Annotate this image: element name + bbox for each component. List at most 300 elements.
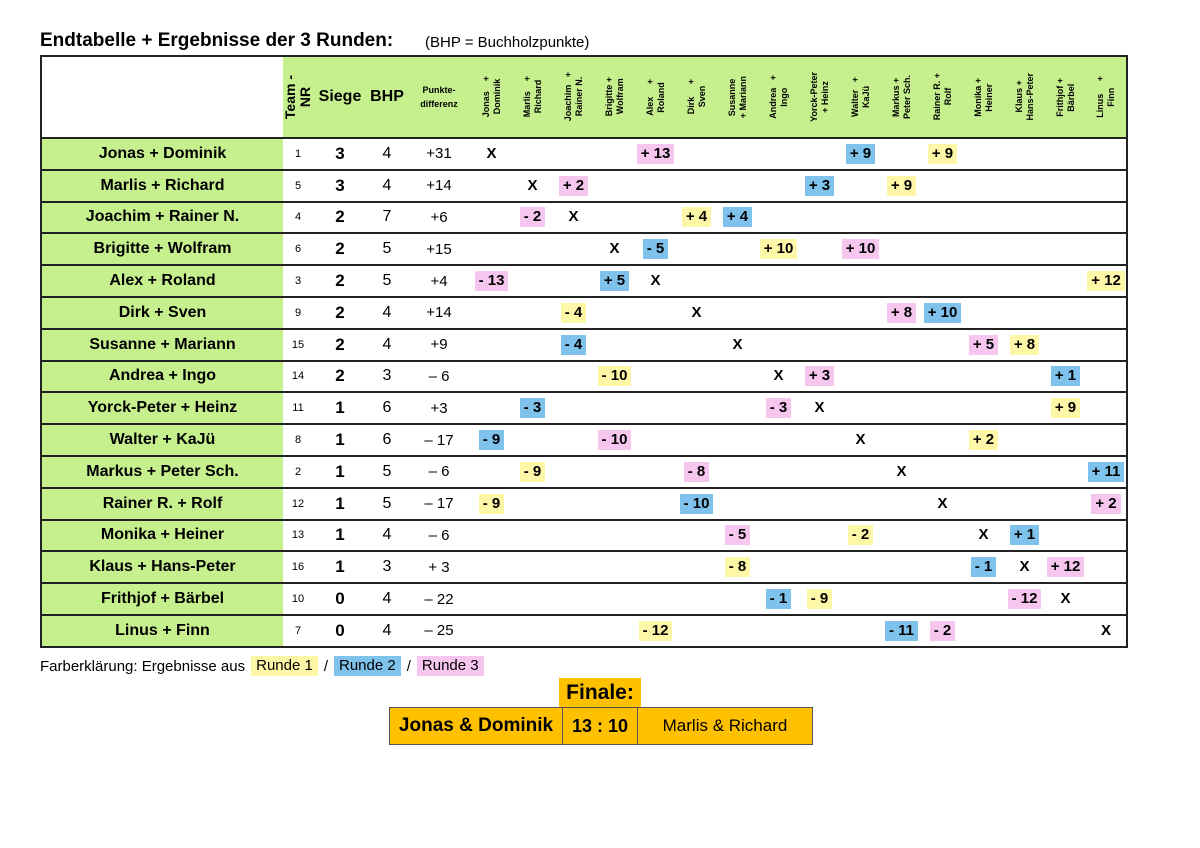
- result-chip: - 5: [643, 239, 669, 259]
- result-cell: [963, 170, 1004, 202]
- result-chip: + 1: [1010, 525, 1039, 545]
- result-cell: [717, 424, 758, 456]
- header-blank: [41, 56, 283, 138]
- result-cell: [553, 297, 594, 329]
- result-cell: [963, 583, 1004, 615]
- header-punktedifferenz: Punkte- differenz: [407, 56, 471, 138]
- result-cell: [553, 488, 594, 520]
- team-name: Marlis + Richard: [41, 170, 283, 202]
- result-cell: [881, 138, 922, 170]
- result-chip: - 3: [766, 398, 792, 418]
- result-cell: [717, 297, 758, 329]
- result-cell: [881, 424, 922, 456]
- result-cell: [840, 202, 881, 234]
- result-cell: [963, 551, 1004, 583]
- result-cell: [717, 456, 758, 488]
- result-chip: + 9: [846, 144, 875, 164]
- result-cell: [512, 329, 553, 361]
- result-cell: [840, 170, 881, 202]
- siege-value: 3: [313, 138, 367, 170]
- result-chip: + 12: [1087, 271, 1125, 291]
- team-nr: 10: [283, 583, 313, 615]
- result-cell: [594, 265, 635, 297]
- result-cell: [512, 202, 553, 234]
- bhp-value: 4: [367, 297, 407, 329]
- self-marker: X: [896, 462, 907, 480]
- self-marker: X: [527, 176, 538, 194]
- page-subtitle: (BHP = Buchholzpunkte): [425, 34, 590, 51]
- result-cell: [471, 297, 512, 329]
- result-cell: [594, 488, 635, 520]
- punktedifferenz-value: +3: [407, 392, 471, 424]
- team-nr: 9: [283, 297, 313, 329]
- result-chip: - 12: [639, 621, 673, 641]
- result-cell: [471, 488, 512, 520]
- result-cell: [471, 615, 512, 647]
- result-cell: [963, 233, 1004, 265]
- bhp-value: 6: [367, 392, 407, 424]
- bhp-value: 4: [367, 329, 407, 361]
- team-nr: 12: [283, 488, 313, 520]
- siege-value: 2: [313, 265, 367, 297]
- result-chip: - 13: [475, 271, 509, 291]
- result-cell: [717, 265, 758, 297]
- result-cell: [676, 615, 717, 647]
- header-opponent-column: Yorck-Peter + Heinz: [799, 56, 840, 138]
- result-cell: [676, 297, 717, 329]
- result-cell: [758, 361, 799, 393]
- result-cell: [881, 233, 922, 265]
- punktedifferenz-value: +14: [407, 297, 471, 329]
- team-name: Brigitte + Wolfram: [41, 233, 283, 265]
- bhp-value: 7: [367, 202, 407, 234]
- result-chip: + 9: [928, 144, 957, 164]
- siege-value: 1: [313, 456, 367, 488]
- result-cell: [594, 170, 635, 202]
- table-row: [41, 329, 1127, 361]
- punktedifferenz-value: +15: [407, 233, 471, 265]
- color-legend: [40, 656, 484, 676]
- result-cell: [799, 424, 840, 456]
- result-cell: [799, 329, 840, 361]
- result-cell: [676, 138, 717, 170]
- result-cell: [1045, 265, 1086, 297]
- result-cell: [594, 520, 635, 552]
- table-row: [41, 551, 1127, 583]
- result-cell: [963, 615, 1004, 647]
- team-name: Rainer R. + Rolf: [41, 488, 283, 520]
- result-cell: [1086, 583, 1127, 615]
- result-chip: - 2: [930, 621, 956, 641]
- result-cell: [758, 551, 799, 583]
- team-name: Alex + Roland: [41, 265, 283, 297]
- team-nr: 4: [283, 202, 313, 234]
- punktedifferenz-value: – 25: [407, 615, 471, 647]
- result-cell: [799, 361, 840, 393]
- bhp-value: 4: [367, 615, 407, 647]
- result-cell: [512, 583, 553, 615]
- header-opponent-column: Joachim + Rainer N.: [553, 56, 594, 138]
- siege-value: 0: [313, 583, 367, 615]
- finale-team-1: Jonas & Dominik: [390, 708, 563, 745]
- self-marker: X: [732, 335, 743, 353]
- result-cell: [635, 170, 676, 202]
- result-cell: [471, 170, 512, 202]
- result-cell: [758, 265, 799, 297]
- result-cell: [922, 361, 963, 393]
- punktedifferenz-value: +14: [407, 170, 471, 202]
- table-row: [41, 615, 1127, 647]
- result-cell: [512, 488, 553, 520]
- result-chip: + 12: [1047, 557, 1085, 577]
- result-chip: + 2: [559, 176, 588, 196]
- siege-value: 3: [313, 170, 367, 202]
- result-cell: [1086, 361, 1127, 393]
- result-chip: - 2: [848, 525, 874, 545]
- result-chip: + 2: [1091, 494, 1120, 514]
- punktedifferenz-value: +4: [407, 265, 471, 297]
- self-marker: X: [568, 208, 579, 226]
- table-row: [41, 392, 1127, 424]
- result-cell: [594, 202, 635, 234]
- result-chip: - 10: [680, 494, 714, 514]
- result-cell: [1086, 233, 1127, 265]
- results-table: [40, 55, 1128, 648]
- result-cell: [1045, 392, 1086, 424]
- result-cell: [512, 456, 553, 488]
- result-cell: [471, 583, 512, 615]
- bhp-value: 6: [367, 424, 407, 456]
- result-cell: [881, 297, 922, 329]
- result-cell: [758, 424, 799, 456]
- result-cell: [553, 202, 594, 234]
- punktedifferenz-value: – 6: [407, 361, 471, 393]
- result-cell: [758, 615, 799, 647]
- result-cell: [922, 170, 963, 202]
- result-chip: + 10: [842, 239, 880, 259]
- team-name: Jonas + Dominik: [41, 138, 283, 170]
- result-cell: [881, 329, 922, 361]
- result-cell: [676, 456, 717, 488]
- result-cell: [635, 361, 676, 393]
- result-cell: [717, 138, 758, 170]
- result-cell: [594, 551, 635, 583]
- result-cell: [758, 202, 799, 234]
- result-cell: [1086, 456, 1127, 488]
- result-chip: - 8: [725, 557, 751, 577]
- result-cell: [717, 233, 758, 265]
- result-chip: - 3: [520, 398, 546, 418]
- result-cell: [512, 424, 553, 456]
- result-cell: [1086, 424, 1127, 456]
- team-name: Joachim + Rainer N.: [41, 202, 283, 234]
- self-marker: X: [773, 367, 784, 385]
- result-cell: [758, 170, 799, 202]
- result-cell: [1045, 583, 1086, 615]
- result-cell: [512, 265, 553, 297]
- result-cell: [676, 488, 717, 520]
- result-chip: + 3: [805, 366, 834, 386]
- header-opponent-column: Walter + KaJü: [840, 56, 881, 138]
- result-cell: [799, 170, 840, 202]
- punktedifferenz-value: – 6: [407, 456, 471, 488]
- result-cell: [1086, 615, 1127, 647]
- result-cell: [676, 265, 717, 297]
- result-chip: + 3: [805, 176, 834, 196]
- team-nr: 7: [283, 615, 313, 647]
- result-cell: [1045, 361, 1086, 393]
- result-cell: [635, 265, 676, 297]
- result-chip: + 8: [887, 303, 916, 323]
- result-cell: [840, 551, 881, 583]
- result-cell: [512, 170, 553, 202]
- result-cell: [594, 424, 635, 456]
- result-cell: [922, 424, 963, 456]
- legend-separator: /: [406, 657, 411, 675]
- result-cell: [758, 329, 799, 361]
- team-nr: 3: [283, 265, 313, 297]
- result-cell: [1004, 583, 1045, 615]
- result-cell: [635, 329, 676, 361]
- result-cell: [840, 138, 881, 170]
- result-cell: [1086, 551, 1127, 583]
- result-cell: [553, 138, 594, 170]
- result-cell: [881, 551, 922, 583]
- result-cell: [512, 138, 553, 170]
- result-cell: [635, 233, 676, 265]
- siege-value: 0: [313, 615, 367, 647]
- result-chip: - 9: [479, 494, 505, 514]
- result-cell: [922, 329, 963, 361]
- result-cell: [922, 265, 963, 297]
- result-cell: [1004, 615, 1045, 647]
- team-nr: 1: [283, 138, 313, 170]
- result-cell: [963, 424, 1004, 456]
- result-cell: [840, 361, 881, 393]
- result-cell: [1004, 265, 1045, 297]
- result-cell: [717, 202, 758, 234]
- team-name: Dirk + Sven: [41, 297, 283, 329]
- header-opponent-column: Susanne + Mariann: [717, 56, 758, 138]
- result-chip: + 1: [1051, 366, 1080, 386]
- result-cell: [471, 329, 512, 361]
- result-cell: [799, 551, 840, 583]
- result-cell: [840, 329, 881, 361]
- result-chip: + 4: [723, 207, 752, 227]
- team-nr: 11: [283, 392, 313, 424]
- result-cell: [471, 265, 512, 297]
- result-cell: [471, 520, 512, 552]
- table-row: [41, 297, 1127, 329]
- result-cell: [758, 583, 799, 615]
- punktedifferenz-value: – 6: [407, 520, 471, 552]
- finale-team-2: Marlis & Richard: [638, 708, 813, 745]
- result-cell: [881, 265, 922, 297]
- self-marker: X: [691, 303, 702, 321]
- result-cell: [717, 615, 758, 647]
- legend-prefix: Farberklärung: Ergebnisse aus: [40, 657, 246, 675]
- result-cell: [676, 392, 717, 424]
- result-chip: + 11: [1088, 462, 1125, 482]
- self-marker: X: [486, 144, 497, 162]
- page-title: Endtabelle + Ergebnisse der 3 Runden:: [40, 30, 394, 51]
- header-opponent-column: Rainer R. + Rolf: [922, 56, 963, 138]
- header-opponent-column: Jonas + Dominik: [471, 56, 512, 138]
- self-marker: X: [978, 526, 989, 544]
- table-row: [41, 456, 1127, 488]
- result-cell: [1004, 520, 1045, 552]
- header-opponent-column: Monika + Heiner: [963, 56, 1004, 138]
- bhp-value: 5: [367, 265, 407, 297]
- result-cell: [922, 488, 963, 520]
- self-marker: X: [855, 431, 866, 449]
- header-siege: Siege: [313, 56, 367, 138]
- bhp-value: 4: [367, 138, 407, 170]
- result-cell: [1004, 424, 1045, 456]
- result-chip: + 2: [969, 430, 998, 450]
- result-cell: [471, 202, 512, 234]
- header-opponent-column: Linus + Finn: [1086, 56, 1127, 138]
- result-cell: [717, 329, 758, 361]
- result-cell: [717, 520, 758, 552]
- punktedifferenz-value: – 17: [407, 488, 471, 520]
- result-cell: [1045, 520, 1086, 552]
- result-cell: [881, 456, 922, 488]
- result-cell: [922, 583, 963, 615]
- result-cell: [553, 361, 594, 393]
- result-cell: [1086, 202, 1127, 234]
- siege-value: 2: [313, 233, 367, 265]
- legend-round-1: Runde 1: [251, 656, 318, 676]
- result-cell: [553, 329, 594, 361]
- punktedifferenz-value: +31: [407, 138, 471, 170]
- siege-value: 2: [313, 297, 367, 329]
- result-chip: - 5: [725, 525, 751, 545]
- result-cell: [881, 202, 922, 234]
- result-cell: [1045, 488, 1086, 520]
- result-cell: [840, 392, 881, 424]
- result-chip: + 9: [1051, 398, 1080, 418]
- header-team-nr: Team - NR: [283, 56, 313, 138]
- result-cell: [963, 297, 1004, 329]
- siege-value: 1: [313, 424, 367, 456]
- result-cell: [840, 424, 881, 456]
- finale-row: [390, 708, 813, 745]
- team-name: Susanne + Mariann: [41, 329, 283, 361]
- team-name: Frithjof + Bärbel: [41, 583, 283, 615]
- result-cell: [553, 583, 594, 615]
- result-cell: [553, 615, 594, 647]
- siege-value: 1: [313, 488, 367, 520]
- bhp-value: 5: [367, 233, 407, 265]
- result-cell: [758, 456, 799, 488]
- bhp-value: 5: [367, 456, 407, 488]
- result-cell: [717, 170, 758, 202]
- result-cell: [922, 392, 963, 424]
- result-cell: [881, 170, 922, 202]
- result-cell: [717, 551, 758, 583]
- result-cell: [1045, 456, 1086, 488]
- self-marker: X: [1100, 621, 1111, 639]
- finale-table: [389, 707, 813, 745]
- team-name: Yorck-Peter + Heinz: [41, 392, 283, 424]
- result-cell: [512, 615, 553, 647]
- result-cell: [635, 583, 676, 615]
- team-name: Markus + Peter Sch.: [41, 456, 283, 488]
- punktedifferenz-value: +6: [407, 202, 471, 234]
- result-cell: [635, 615, 676, 647]
- result-cell: [1086, 138, 1127, 170]
- result-cell: [553, 170, 594, 202]
- result-cell: [676, 202, 717, 234]
- result-cell: [799, 392, 840, 424]
- bhp-value: 4: [367, 520, 407, 552]
- header-opponent-column: Andrea + Ingo: [758, 56, 799, 138]
- team-nr: 16: [283, 551, 313, 583]
- result-chip: - 9: [807, 589, 833, 609]
- team-nr: 2: [283, 456, 313, 488]
- result-cell: [1045, 138, 1086, 170]
- result-cell: [471, 424, 512, 456]
- result-cell: [840, 265, 881, 297]
- result-cell: [1004, 456, 1045, 488]
- table-row: [41, 138, 1127, 170]
- result-cell: [1086, 297, 1127, 329]
- header-opponent-column: Brigitte + Wolfram: [594, 56, 635, 138]
- result-cell: [1045, 297, 1086, 329]
- legend-round-3: Runde 3: [417, 656, 484, 676]
- table-row: [41, 361, 1127, 393]
- result-chip: - 1: [766, 589, 792, 609]
- result-cell: [1045, 233, 1086, 265]
- result-cell: [635, 520, 676, 552]
- result-cell: [635, 202, 676, 234]
- result-chip: + 13: [637, 144, 675, 164]
- result-cell: [758, 488, 799, 520]
- result-cell: [676, 424, 717, 456]
- result-cell: [799, 233, 840, 265]
- result-cell: [922, 202, 963, 234]
- result-cell: [963, 392, 1004, 424]
- result-cell: [1086, 520, 1127, 552]
- result-cell: [717, 392, 758, 424]
- result-cell: [922, 233, 963, 265]
- result-cell: [553, 265, 594, 297]
- table-row: [41, 265, 1127, 297]
- bhp-value: 5: [367, 488, 407, 520]
- result-cell: [553, 424, 594, 456]
- table-row: [41, 233, 1127, 265]
- result-cell: [1086, 329, 1127, 361]
- result-cell: [553, 392, 594, 424]
- result-cell: [840, 456, 881, 488]
- result-cell: [881, 520, 922, 552]
- result-chip: + 10: [924, 303, 962, 323]
- result-cell: [594, 456, 635, 488]
- result-cell: [471, 138, 512, 170]
- punktedifferenz-value: – 17: [407, 424, 471, 456]
- team-nr: 13: [283, 520, 313, 552]
- finale-title: Finale:: [559, 678, 641, 708]
- result-chip: - 11: [885, 621, 918, 641]
- punktedifferenz-value: +9: [407, 329, 471, 361]
- team-name: Linus + Finn: [41, 615, 283, 647]
- result-chip: + 4: [682, 207, 711, 227]
- result-cell: [676, 329, 717, 361]
- result-cell: [963, 265, 1004, 297]
- result-cell: [758, 297, 799, 329]
- result-cell: [635, 424, 676, 456]
